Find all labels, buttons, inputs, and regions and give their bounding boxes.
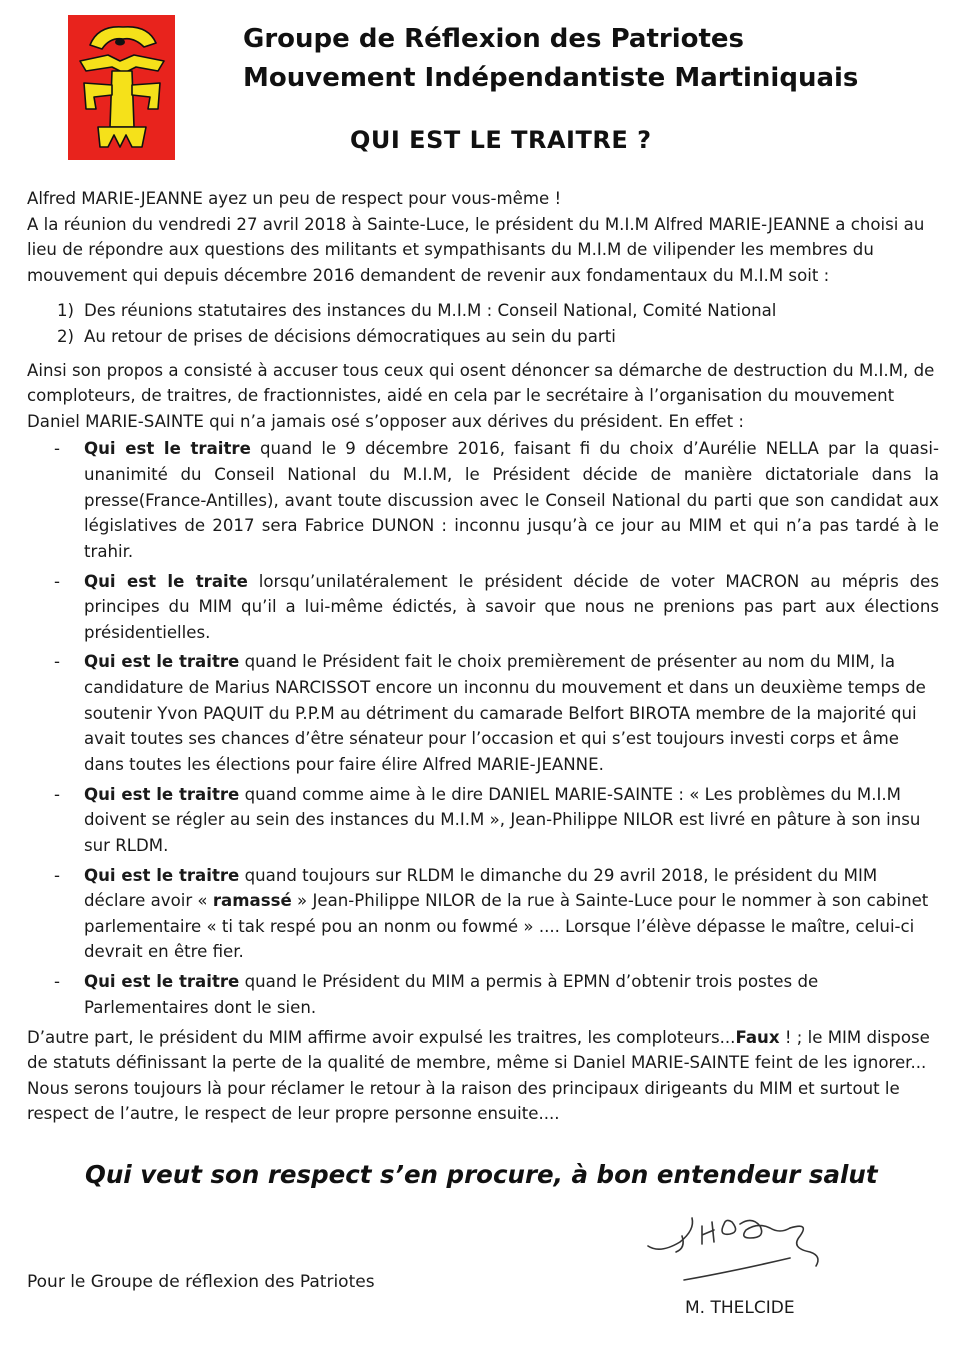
list-item xyxy=(27,569,939,646)
item-lead: Qui est le traitre xyxy=(84,439,251,459)
paragraph-accusations: Ainsi son propos a consisté à accuser tous ceux qui osent dénoncer sa démarche de destruction du M.I.M, de comploteurs, de traitres, de fractionnistes, aidé en cela par le secrétaire à l’organisation du mouvement Daniel MARIE-SAINTE qui n’a jamais osé s’opposer aux dérives du président. En effet : xyxy=(27,360,935,431)
item-bullet: - xyxy=(54,865,60,885)
para3-bold: Faux xyxy=(735,1027,780,1047)
item-lead: Qui est le traitre xyxy=(84,652,240,672)
list-item xyxy=(27,782,939,859)
item-lead: Qui est le traitre xyxy=(84,865,240,885)
motto: Qui veut son respect s’en procure, à bon entendeur salut xyxy=(85,1160,878,1189)
signatory-name: M. THELCIDE xyxy=(685,1298,795,1318)
paragraph-expulsion xyxy=(27,1025,939,1076)
handwritten-signature xyxy=(640,1208,840,1288)
item-text xyxy=(84,436,939,564)
item-body-a: quand toujours sur RLDM le dimanche du 29 avril 2018, le président du MIM déclare avoir « xyxy=(84,865,878,911)
demands-list xyxy=(27,298,939,349)
intro-line: Alfred MARIE-JEANNE ayez un peu de respect pour vous-même ! xyxy=(27,189,562,208)
paragraph-closing: Nous serons toujours là pour réclamer le retour à la raison des principaux dirigeants du MIM et surtout le respect de l’autre, le respect de leur propre personne ensuite.... xyxy=(27,1078,900,1124)
item-body: quand le 9 décembre 2016, faisant fi du choix d’Aurélie NELLA par la quasi-unanimité du Conseil National du M.I.M, le Président décide de manière dictatoriale dans la presse(France-Antilles), avant toute discussion avec le Conseil National du parti que son candidat aux législatives de 2017 sera Fabrice DUNON : inconnu jusqu’à ce jour au MIM et qui n’a pas tardé à le trahir. xyxy=(84,439,939,561)
item-number: 2) xyxy=(57,326,75,346)
item-text xyxy=(84,782,939,859)
item-body-b: » Jean-Philippe NILOR de la rue à Sainte-Luce pour le nommer à son cabinet parlementaire « ti tak respé pou an nonm ou fowmé » .... Lorsque l’élève dépasse le maître, celui-ci devrait en être fier. xyxy=(84,891,929,962)
traitor-list xyxy=(27,436,939,1020)
emblem-figure xyxy=(68,15,175,160)
item-body: lorsqu’unilatéralement le président décide de voter MACRON au mépris des principes du MIM qu’il a lui-même édictés, à savoir que nous ne prenions pas part aux élections présidentielles. xyxy=(84,571,939,642)
list-item xyxy=(27,649,939,777)
intro-paragraph: A la réunion du vendredi 27 avril 2018 à Sainte-Luce, le président du M.I.M Alfred MARIE-JEANNE a choisi au lieu de répondre aux questions des militants et sympathisants du M.I.M de vilipender les membres du mouvement qui depuis décembre 2016 demandent de revenir aux fondamentaux du M.I.M soit : xyxy=(27,214,925,285)
item-bullet: - xyxy=(54,571,60,591)
item-bullet: - xyxy=(54,439,60,459)
item-text: Des réunions statutaires des instances du M.I.M : Conseil National, Comité National xyxy=(84,301,777,321)
list-item xyxy=(27,298,939,324)
item-lead: Qui est le traite xyxy=(84,571,248,591)
item-bullet: - xyxy=(54,784,60,804)
item-text xyxy=(84,649,939,777)
letter-body xyxy=(27,186,939,1127)
item-lead: Qui est le traitre xyxy=(84,784,240,804)
item-body: quand le Président fait le choix premièrement de présenter au nom du MIM, la candidature de Marius NARCISSOT encore un inconnu du mouvement et dans un deuxième temps de soutenir Yvon PAQUIT du P.P.M au détriment du camarade Belfort BIROTA membre de la majorité qui avait toutes ses chances d’être sénateur pour l’occasion et qui s’est toujours investi corps et âme dans toutes les élections pour faire élire Alfred MARIE-JEANNE. xyxy=(84,652,926,774)
footer-organization: Pour le Groupe de réflexion des Patriotes xyxy=(27,1272,375,1292)
list-item xyxy=(27,863,939,965)
list-item xyxy=(27,436,939,564)
item-bullet: - xyxy=(54,972,60,992)
org-line-1: Groupe de Réflexion des Patriotes xyxy=(243,24,745,54)
mim-emblem-icon xyxy=(68,15,175,160)
item-bold-word: ramassé xyxy=(212,891,292,911)
item-bullet: - xyxy=(54,652,60,672)
item-number: 1) xyxy=(57,301,75,321)
list-item xyxy=(27,969,939,1020)
item-body: quand comme aime à le dire DANIEL MARIE-SAINTE : « Les problèmes du M.I.M doivent se régler au sein des instances du M.I.M », Jean-Philippe NILOR est livré en pâture à son insu sur RLDM. xyxy=(84,784,921,855)
item-body: quand le Président du MIM a permis à EPMN d’obtenir trois postes de Parlementaires dont le sien. xyxy=(84,972,819,1017)
item-lead: Qui est le traitre xyxy=(84,972,240,992)
item-text xyxy=(84,969,939,1020)
para3-b: ! ; le MIM dispose de statuts définissant la perte de la qualité de membre, même si Daniel MARIE-SAINTE feint de les ignorer... xyxy=(27,1027,930,1073)
para3-a: D’autre part, le président du MIM affirme avoir expulsé les traitres, les comploteurs... xyxy=(27,1027,736,1047)
item-text: Au retour de prises de décisions démocratiques au sein du parti xyxy=(84,326,616,346)
list-item xyxy=(27,324,939,350)
item-text xyxy=(84,863,939,965)
document-title: QUI EST LE TRAITRE ? xyxy=(350,126,652,154)
org-line-2: Mouvement Indépendantiste Martiniquais xyxy=(243,63,859,93)
organization-name xyxy=(243,20,858,98)
item-text xyxy=(84,569,939,646)
